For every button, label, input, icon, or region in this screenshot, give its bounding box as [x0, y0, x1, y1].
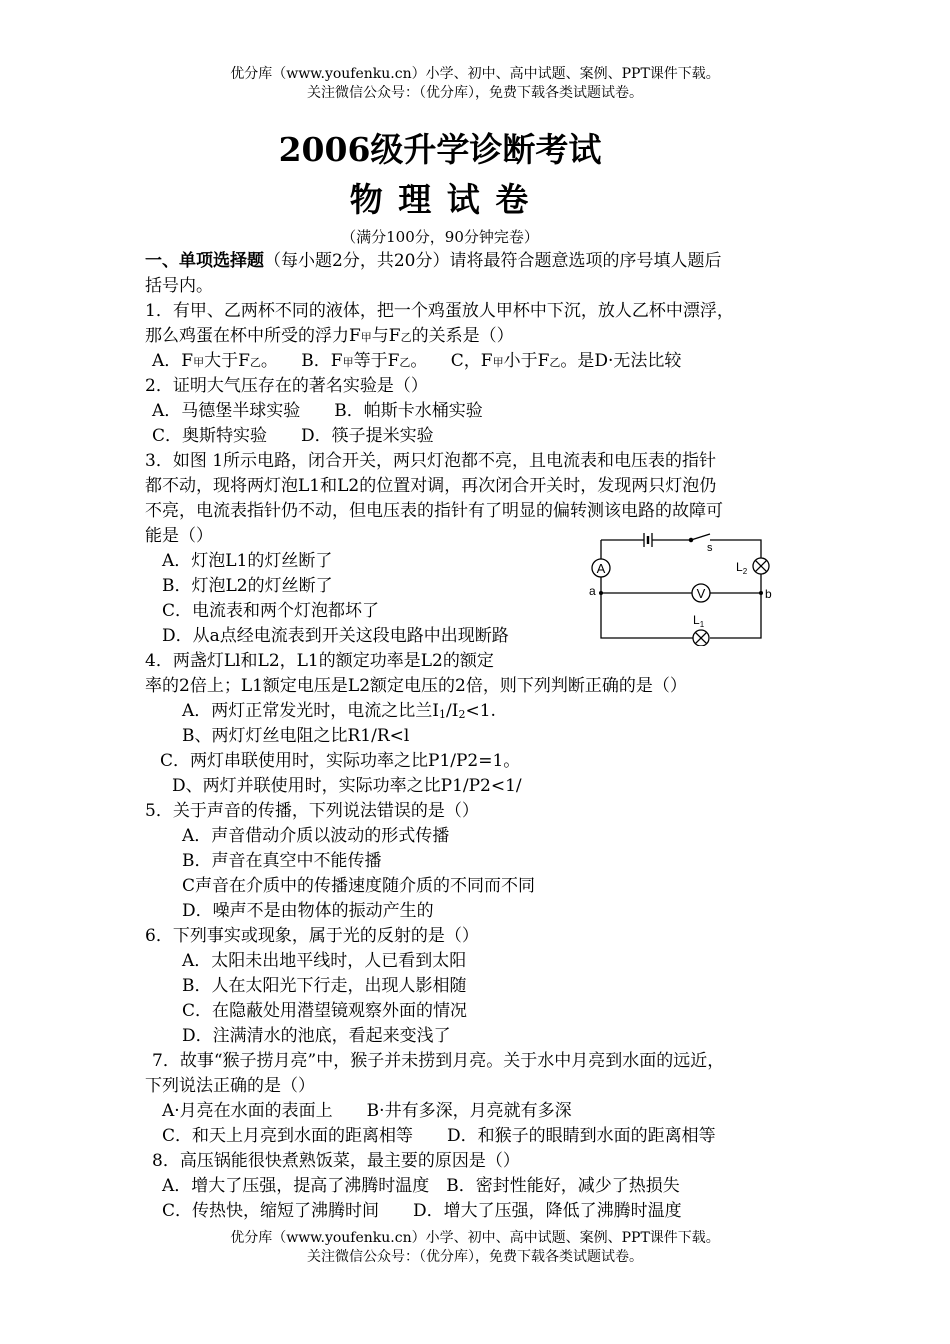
- q8-stem: 8．高压锅能很快煮熟饭菜，最主要的原因是（）: [152, 1151, 520, 1171]
- node-b-label: b: [765, 587, 772, 601]
- q5-option-d: D．噪声不是由物体的振动产生的: [182, 901, 434, 921]
- q4-option-d: D、两灯并联使用时，实际功率之比P1/P2<1/: [172, 776, 522, 796]
- switch-blade: [691, 534, 710, 540]
- exam-subject: 物 理 试 卷: [349, 180, 531, 219]
- q7-stem-2: 下列说法正确的是（）: [145, 1076, 315, 1096]
- q7-options-cd: C．和天上月亮到水面的距离相等 D．和猴子的眼睛到水面的距离相等: [162, 1126, 716, 1146]
- q8-options-cd: C．传热快，缩短了沸腾时间 D．增大了压强，降低了沸腾时温度: [162, 1201, 682, 1221]
- switch-pivot: [689, 538, 692, 541]
- q4-a-3: <1.: [465, 701, 496, 721]
- header-line-2: 关注微信公众号：（优分库），免费下载各类试题试卷。: [307, 85, 643, 101]
- q1-options: [152, 349, 681, 375]
- voltmeter-label: V: [696, 586, 706, 601]
- header-line-1: 优分库（www.youfenku.cn）小学、初中、高中试题、案例、PPT课件下载。: [230, 66, 720, 82]
- ammeter-label: A: [596, 561, 606, 576]
- q1-c-3: 。是D·无法比较: [560, 351, 682, 371]
- q3-stem-1: 3．如图 1所示电路，闭合开关，两只灯泡都不亮，且电流表和电压表的指针: [145, 451, 717, 471]
- q4-stem-2: 率的2倍上；L1额定电压是L2额定电压的2倍，则下列判断正确的是（）: [145, 676, 687, 696]
- q5-option-a: A．声音借动介质以波动的形式传播: [182, 826, 450, 846]
- q4-option-b: B、两灯灯丝电阻之比R1/R<l: [182, 726, 410, 746]
- q1-a-sub: 甲: [193, 356, 205, 369]
- q3-option-a: A．灯泡L1的灯丝断了: [162, 551, 333, 571]
- q1-stem-2: [145, 324, 514, 350]
- q6-option-c: C．在隐蔽处用潜望镜观察外面的情况: [182, 1001, 468, 1021]
- q1-c-sub: 甲: [492, 356, 504, 369]
- q4-a-1: A．两灯正常发光时，电流之比兰I: [182, 701, 439, 721]
- q1-stem-text-c: 的关系是（）: [411, 326, 514, 346]
- q1-c-sub2: 乙: [549, 356, 561, 369]
- q2-options-cd: C．奥斯特实验 D．筷子提米实验: [152, 426, 434, 446]
- q7-stem-1: 7．故事“猴子捞月亮”中，猴子并未捞到月亮。关于水中月亮到水面的远近，: [152, 1051, 725, 1071]
- q1-b-sub2: 乙: [399, 356, 411, 369]
- q3-option-b: B．灯泡L2的灯丝断了: [162, 576, 333, 596]
- q4-a-sub2: 2: [458, 708, 466, 721]
- q3-stem-3: 不亮，电流表指针仍不动，但电压表的指针有了明显的偏转测该电路的故障可: [145, 501, 723, 521]
- q6-option-b: B．人在太阳光下行走，出现人影相随: [182, 976, 467, 996]
- q4-option-a: [182, 699, 496, 727]
- q3-stem-2: 都不动，现将两灯泡L1和L2的位置对调，再次闭合开关时，发现两只灯泡仍: [145, 476, 717, 496]
- node-a-dot: [599, 591, 603, 595]
- exam-meta: （满分100分，90分钟完卷）: [341, 228, 539, 246]
- q3-stem-4: 能是（）: [145, 526, 213, 546]
- q3-option-c: C．电流表和两个灯泡都坏了: [162, 601, 380, 621]
- q1-option-c: [451, 351, 682, 371]
- q6-stem: 6．下列事实或现象，属于光的反射的是（）: [145, 926, 479, 946]
- q4-a-2: /I: [446, 701, 459, 721]
- wire-right: [710, 574, 761, 638]
- q1-b-2: 等于F: [353, 351, 400, 371]
- node-a-label: a: [589, 584, 596, 598]
- q1-sub-yi: 乙: [400, 331, 412, 344]
- q1-stem-1: 1．有甲、乙两杯不同的液体，把一个鸡蛋放人甲杯中下沉，放人乙杯中漂浮，: [145, 301, 734, 321]
- lamp-l2-label: [736, 560, 748, 576]
- q1-option-a: [152, 351, 278, 371]
- q5-option-b: B．声音在真空中不能传播: [182, 851, 382, 871]
- q1-stem-text-b: 与F: [371, 326, 401, 346]
- q4-option-c: C．两灯串联使用时，实际功率之比P1/P2=1。: [160, 751, 521, 771]
- footer-line-2: 关注微信公众号：（优分库），免费下载各类试题试卷。: [307, 1249, 643, 1265]
- q1-a-1: A．F: [152, 351, 194, 371]
- exam-title: 2006级升学诊断考试: [278, 130, 602, 169]
- lamp-l1-label: [693, 613, 705, 629]
- lamp-l2-letter: L: [736, 560, 743, 574]
- q5-option-c: C声音在介质中的传播速度随介质的不同而不同: [182, 876, 536, 896]
- circuit-diagram: [586, 530, 796, 646]
- footer-line-1: 优分库（www.youfenku.cn）小学、初中、高中试题、案例、PPT课件下载。: [230, 1230, 720, 1246]
- section1-heading-line: [145, 249, 721, 274]
- q1-a-sub2: 乙: [249, 356, 261, 369]
- lamp-l1-letter: L: [693, 613, 700, 627]
- wire-top-right: [710, 540, 761, 558]
- q1-stem-text-a: 那么鸡蛋在杯中所受的浮力F: [145, 326, 361, 346]
- q3-option-d: D．从a点经电流表到开关这段电路中出现断路: [162, 626, 509, 646]
- section1-instruction-2: 括号内。: [145, 276, 213, 296]
- section1-instruction: （每小题2分，共20分）请将最符合题意选项的序号填人题后: [264, 251, 722, 271]
- q5-stem: 5．关于声音的传播，下列说法错误的是（）: [145, 801, 479, 821]
- lamp-l1-sub: 1: [699, 620, 705, 629]
- q1-a-3: 。: [260, 351, 278, 371]
- q4-stem-1: 4．两盏灯Ll和L2，L1的额定功率是L2的额定: [145, 651, 494, 671]
- lamp-l2-sub: 2: [742, 567, 748, 576]
- q1-sub-jia: 甲: [360, 331, 372, 344]
- q2-stem: 2．证明大气压存在的著名实验是（）: [145, 376, 428, 396]
- q2-options-ab: A．马德堡半球实验 B．帕斯卡水桶实验: [152, 401, 483, 421]
- q1-option-b: [301, 351, 427, 371]
- q1-a-2: 大于F: [204, 351, 250, 371]
- q1-b-1: B．F: [301, 351, 343, 371]
- q1-b-sub: 甲: [342, 356, 354, 369]
- q7-options-ab: A·月亮在水面的表面上 B·井有多深，月亮就有多深: [162, 1101, 572, 1121]
- q8-options-ab: A．增大了压强，提高了沸腾时温度 B．密封性能好，减少了热损失: [162, 1176, 680, 1196]
- q1-b-3: 。: [410, 351, 428, 371]
- q6-option-a: A．太阳未出地平线时，人已看到太阳: [182, 951, 467, 971]
- q1-c-1: C，F: [450, 351, 493, 371]
- section1-heading: 一、单项选择题: [145, 251, 264, 271]
- wire-left-bottom: [601, 577, 693, 638]
- switch-label: s: [707, 542, 713, 554]
- q6-option-d: D．注满清水的池底，看起来变浅了: [182, 1026, 451, 1046]
- node-b-dot: [759, 591, 763, 595]
- q1-c-2: 小于F: [503, 351, 550, 371]
- q4-a-sub1: 1: [439, 708, 446, 721]
